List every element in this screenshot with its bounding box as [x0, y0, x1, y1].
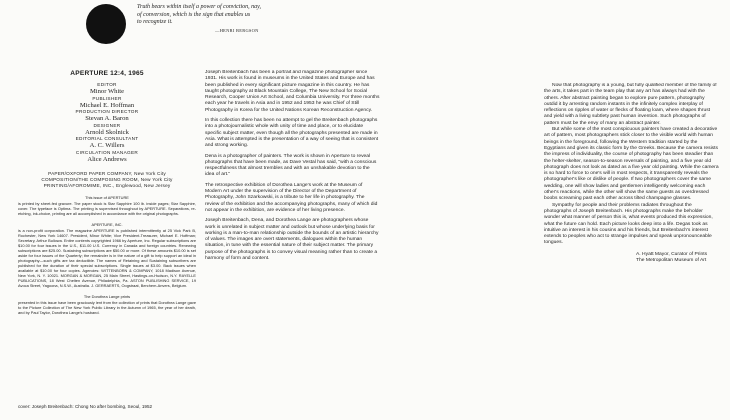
- article-paragraph: Joseph Breitenbach has been a portrait and magazine photographer since 1931. His work is found in museums in the United States and Europe and has been published in every significant picture magazine in this country. He has taught photography at Black Mountain College, The New School for Social Research, Cooper Union Art School, and Columbia University. For three months each year he travels in Asia and in 1952 and 1953 he was Chief of Still Photography in Korea for the United Nations Korean Reconstruction Agency.: [205, 70, 380, 113]
- staff-name: Michael E. Hoffman: [79, 101, 135, 109]
- article-column-right: [544, 83, 719, 264]
- staff-role: CIRCULATION MANAGER: [75, 149, 139, 155]
- issue-title: APERTURE 12:4, 1965: [70, 70, 144, 77]
- staff-role: EDITOR: [97, 82, 117, 87]
- staff-role: PUBLISHER: [92, 95, 122, 101]
- lange-heading: The Dorothea Lange prints: [83, 293, 131, 299]
- staff-name: A. C. Willers: [89, 142, 125, 150]
- essay-paragraph: Now that photography is a young, but fully qualified member of the family of the arts, it takes part in the team play that any art has always had with the others. After abstract painting began to explore pure pattern, photography outdid it by arresting random instants in the infinitely complex interplay of reflections on ripples of water or flecks of floating loam, where shapes thrust and yield with a living subtlety past human invention. Such photographs of pattern must be the envy of many an abstract painter.: [544, 83, 717, 126]
- essay-paragraph: Sympathy for people and their problems radiates throughout the photographs of Joseph Breitenbach. His photographs make the beholder wonder what manner of person this is, what events produced this expression, what the future can hold. Each picture looks deep into a life. Degas took as intuitive an interest in his cousins and his friends, but Breitenbach's interest extends to peoples who act to strange impulses and speak unpronounceable tongues.: [544, 202, 713, 246]
- staff-role: PRODUCTION DIRECTOR: [75, 109, 139, 115]
- printer-line: PRINTING/AFOROMIME, INC., Englewood, New Jersey: [43, 182, 171, 188]
- lange-text: presented in this issue have been graciously lent from the collection of prints that Dorothea Lange gave to the Picture Collection of The New York Public Library in the Autumn of 1965, the year of her death, and by Paul Taylor, Dorothea Lange's husband.: [18, 299, 196, 315]
- staff-name: Alice Andrews: [87, 155, 127, 163]
- aperture-logo-icon: [86, 4, 126, 44]
- issue-text: is printed by sheet-fed gravure. The paper stock is Star Sapphire 100 lb. inside pages; Star Sapphire, cover. The typeface is Optima. The printing is supervised throughout by APERTURE. Separations, re-etching, ink-choice, printing are all accomplished in accordance with the original photographs.: [18, 200, 196, 216]
- article-column-left: [205, 70, 380, 266]
- staff-name: Minor White: [89, 88, 125, 95]
- signature: [636, 252, 719, 265]
- printer-credits: [18, 171, 196, 189]
- article-paragraph: The retrospective exhibition of Dorothea Lange's work at the Museum of Modern Art under the supervision of the Director of the Department of Photography, John Szarkowski, is a tribute to her life in photography. The review of the exhibition and the accompanying photographs, many of which did not appear in the exhibition, are evidence of her living presence.: [205, 182, 378, 213]
- printer-line: PAPER/OXFORD PAPER COMPANY, New York City: [48, 170, 166, 176]
- staff-role: DESIGNER: [93, 122, 121, 128]
- epigraph: [137, 4, 347, 34]
- essay-paragraph: But while some of the most conspicuous painters have created a decorative art of pattern, most photographers stick closer to the visible world with human beings in the foreground, following the Western tradition started by the Egyptians and given its classic form by the Greeks. Because the camera resists the impress of individuality, the course of photography has been steadier than the helter-skelter, season-to-season reversals of painting, and a five year old photograph does not look as dated as a five year old painting. While the camera is so hard to force to one's will in most respects, it transparently reveals the photographer's like or dislike of people. If two photographers cover the same wedding, one will show ladies and gentlemen intelligently welcoming each other's reactions, while the other will show the same guests as overdressed boobs screaming past each other across tilted champagne glasses.: [544, 127, 719, 202]
- article-paragraph: In this collection there has been no attempt to gel the Breitenbach photographs into a photojournalistic whole with unity of time and place, or to elucidate specific subject matter, even though all the photographs presented are made in Asia. What is attempted is the presentation of a way of seeing that is consistent and strong working.: [205, 118, 379, 149]
- epigraph-line: Truth bears within itself a power of conviction, nay,: [137, 4, 261, 10]
- article-paragraph: Joseph Breitenbach, Dena, and Dorothea Lange are photographers whose work is unrelated in subject matter and outlook but whose underlying basis for working is a man-to-man relationship outside the bounds of an artistic hierarchy of values. The images are overt statements, dialogues within the human situation, in tune with the essential nature of their subject matter. The primary purpose of the photographs is to convey visual meaning rather than to create a harmony of form and content.: [205, 218, 379, 262]
- masthead-column: [18, 70, 196, 315]
- article-paragraph: Dena is a photographer of painters. The work is shown in Aperture to reveal photographs that have been made, as Dave Vestal has said, "with a conscious respectfulness that almost trembles and with an unshakable devotion to the idea of art.": [205, 153, 377, 178]
- staff-name: Stevan A. Baron: [85, 115, 129, 123]
- epigraph-attribution: —HENRI BERGSON: [215, 27, 259, 33]
- staff-name: Arnold Skolnick: [85, 128, 129, 136]
- signature-name: A. Hyatt Mayor, Curator of Prints: [636, 251, 708, 257]
- cover-credit: cover: Joseph Breitenbach: Chong No after bombing, Seoul, 1952: [18, 404, 153, 409]
- printer-line: COMPOSITION/THE COMPOSING ROOM, New York City: [41, 176, 173, 182]
- staff-role: EDITORIAL CONSULTANT: [75, 136, 139, 142]
- inc-text: is a non-profit corporation. The magazine APERTURE is published intermittently at 25 Vick Park B, Rochester, New York 14607. President, Minor White; Vice President-Treasurer, Michael E. Hoffman; Secretary, Arthur Bullowa. Entire contents copyrighted 1966 by Aperture, Inc. Regular subscriptions are $10.00 for four issues in the U.S., $11.00 U.S. Currency in Canada and foreign countries. Renewing subscriptions are $25.00. Sustaining subscriptions are $50.00 or more. Of these amounts $10.00 is set aside for four issues of the Quarterly; the remainder is in the nature of a gift to help support an ideal in photography—such gifts are tax deductible. The names of Retaining and Sustaining subscribers are published for the duration of their special subscriptions. Single issues at $3.00. Back issues when available at $10.00 for four copies. Agencies: WITTENBORN & COMPANY, 1018 Madison Avenue, New York, N. Y. 10021. MORGAN & MORGAN, 25 Main Street, Hastings-on-Hudson, N.Y. RAYELLE PUBLICATIONS, 18 West Chelten Avenue, Philadelphia, Pa. ASTON PUBLISHING SERVICE, 19 Avoca Street, Yagoona, N.S.W., Australia. J. GERRAERTS, Oogstraat, Berchem-Anvers, Belgium.: [18, 227, 196, 288]
- signature-org: The Metropolitan Museum of Art: [636, 258, 707, 264]
- issue-heading: This issue of APERTURE: [85, 194, 129, 200]
- inc-heading: APERTURE, INC.: [91, 221, 123, 227]
- epigraph-line: of conversion, which is the sign that enables us: [137, 11, 251, 18]
- epigraph-line: to recognize it.: [137, 19, 173, 26]
